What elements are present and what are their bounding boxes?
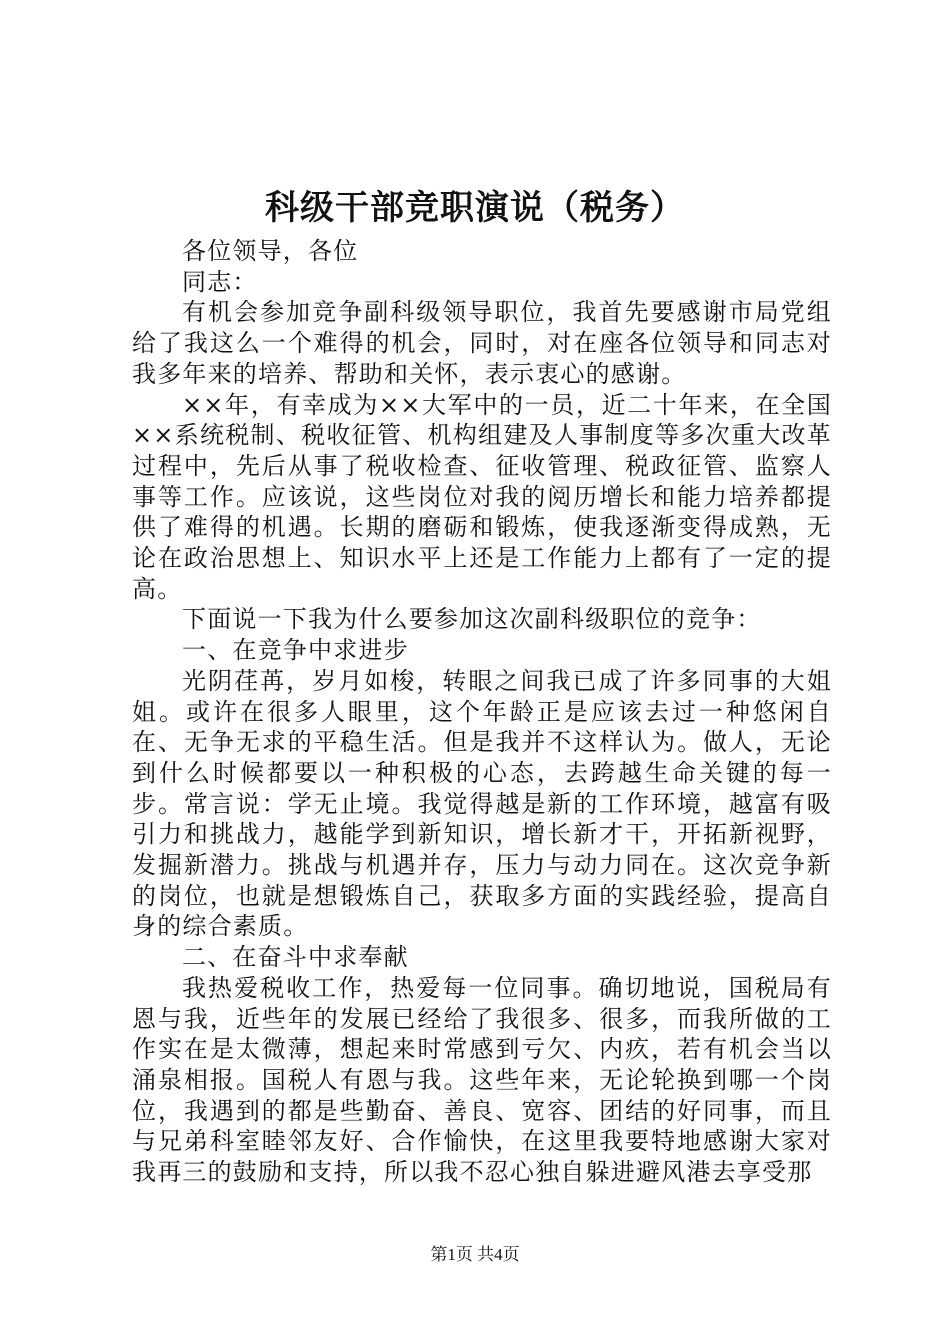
paragraph-salutation-cont: 同志： <box>182 267 258 296</box>
document-title: 科级干部竞职演说（税务） <box>265 188 685 228</box>
paragraph: 我热爱税收工作，热爱每一位同事。确切地说，国税局有恩与我，近些年的发展已经给了我很多、很多，而我所做的工作实在是太微薄，想起来时常感到亏欠、内疚，若有机会当以涌泉相报。国税人有恩与我。这些年来，无论轮换到哪一个岗位，我遇到的都是些勤奋、善良、宽容、团结的好同事，而且与兄弟科室睦邻友好、合作愉快，在这里我要特地感谢大家对我再三的鼓励和支持，所以我不忍心独自躲进避风港去享受那 <box>132 973 832 1187</box>
paragraph: 光阴荏苒，岁月如梭，转眼之间我已成了许多同事的大姐姐。或许在很多人眼里，这个年龄正是应该去过一种悠闲自在、无争无求的平稳生活。但是我并不这样认为。做人，无论到什么时候都要以一种积极的心态，去跨越生命关键的每一步。常言说：学无止境。我觉得越是新的工作环境，越富有吸引力和挑战力，越能学到新知识，增长新才干，开拓新视野，发掘新潜力。挑战与机遇并存，压力与动力同在。这次竞争新的岗位，也就是想锻炼自己，获取多方面的实践经验，提高自身的综合素质。 <box>132 666 832 941</box>
document-body <box>132 236 832 1188</box>
paragraph: 下面说一下我为什么要参加这次副科级职位的竞争： <box>182 605 762 634</box>
page-footer: 第1页 共4页 <box>430 1245 520 1264</box>
section-heading: 一、在竞争中求进步 <box>182 636 409 665</box>
section-heading: 二、在奋斗中求奉献 <box>182 943 409 972</box>
paragraph: ××年，有幸成为××大军中的一员，近二十年来，在全国××系统税制、税收征管、机构组建及人事制度等多次重大改革过程中，先后从事了税收检查、征收管理、税政征管、监察人事等工作。应该说，这些岗位对我的阅历增长和能力培养都提供了难得的机遇。长期的磨砺和锻炼，使我逐渐变得成熟，无论在政治思想上、知识水平上还是工作能力上都有了一定的提高。 <box>132 390 832 603</box>
paragraph: 有机会参加竞争副科级领导职位，我首先要感谢市局党组给了我这么一个难得的机会，同时，对在座各位领导和同志对我多年来的培养、帮助和关怀，表示衷心的感谢。 <box>132 298 832 388</box>
paragraph-salutation: 各位领导，各位 <box>182 237 359 265</box>
